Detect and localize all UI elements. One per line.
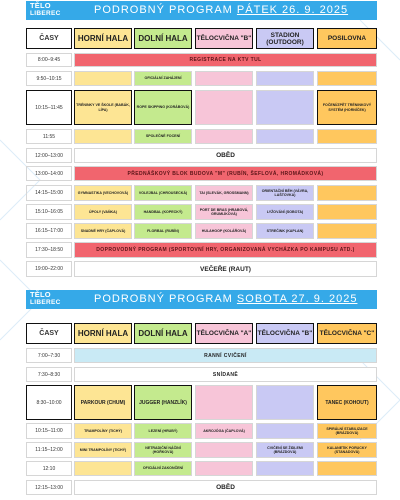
empty-cell <box>256 90 314 125</box>
header-c3: TĚLOCVIČNA "B" <box>195 28 253 49</box>
event-upoly: ÚPOLY (VAŇKA) <box>74 204 132 220</box>
empty-cell <box>256 423 314 439</box>
time-cell: 11:55 <box>26 129 72 144</box>
brand-logo <box>30 291 62 307</box>
empty-cell <box>256 385 314 420</box>
event-lyzovani: LYŽOVÁNÍ (SOBOTA) <box>256 204 314 220</box>
saturday-header-row <box>26 323 377 344</box>
empty-cell <box>317 461 377 476</box>
friday-row-1415 <box>26 185 377 201</box>
event-orientacni-beh: ORIENTAČNÍ BĚH (VÁVRA, LAŠTOVKA) <box>256 185 314 201</box>
time-cell: 13:00–14:00 <box>26 166 72 181</box>
header-c4: STADION (OUTDOOR) <box>256 28 314 49</box>
event-netradicni-nacini: NETRADIČNÍ NÁČINÍ (HOŘKOVÁ) <box>134 442 192 458</box>
event-mini-trampoliny: MINI TRAMPOLÍNY (TICHÝ) <box>74 442 132 458</box>
empty-cell <box>317 185 377 201</box>
empty-cell <box>74 461 132 476</box>
header-c5: POSILOVNA <box>317 28 377 49</box>
saturday-banner <box>26 290 377 309</box>
header-c5: TĚLOCVIČNA "C" <box>317 323 377 344</box>
friday-row-1615 <box>26 223 377 239</box>
empty-cell <box>256 461 314 476</box>
empty-cell <box>317 129 377 144</box>
empty-cell <box>195 461 253 476</box>
saturday-row-1015 <box>26 423 377 439</box>
empty-cell <box>195 385 253 420</box>
empty-cell <box>195 442 253 458</box>
friday-row-registrace <box>26 53 377 67</box>
brand-line2: LIBEREC <box>30 299 61 306</box>
time-cell: 19:00–22:00 <box>26 261 72 277</box>
event-rope-skipping: ROPE SKIPPING (KORÁBOVÁ) <box>134 90 192 125</box>
ranni-cviceni-event: RANNÍ CVIČENÍ <box>74 348 377 363</box>
obed-event: OBĚD <box>74 480 377 495</box>
saturday-row-ranni <box>26 348 377 363</box>
event-parkour: PARKOUR (CHUM) <box>74 385 132 420</box>
event-volejbal: VOLEJBAL (CHROUSECKÁ) <box>134 185 192 201</box>
time-cell: 7:30–8:30 <box>26 367 72 382</box>
saturday-row-1115 <box>26 442 377 458</box>
event-gymnastika: GYMNASTIKA (VECHOVOVÁ) <box>74 185 132 201</box>
empty-cell <box>256 71 314 86</box>
event-florbal: FLORBAL (RUBÍN) <box>134 223 192 239</box>
time-cell: 8:30–10:00 <box>26 385 72 420</box>
saturday-row-zakonceni <box>26 461 377 476</box>
header-c2: DOLNÍ HALA <box>134 28 192 49</box>
saturday-title <box>94 290 373 309</box>
doprovodny-program-event: DOPROVODNÝ PROGRAM (SPORTOVNÍ HRY, ORGANIZOVANÁ VYCHÁZKA PO KAMPUSU ATD.) <box>74 242 377 258</box>
time-cell: 10:15–11:00 <box>26 423 72 439</box>
event-kalanetik: KALANETIK PORUCKY (STANADOVÁ) <box>317 442 377 458</box>
brand-logo <box>30 2 62 18</box>
friday-title-prefix: PODROBNÝ PROGRAM <box>94 4 233 16</box>
zahajeni-event: OFICIÁLNÍ ZAHÁJENÍ <box>134 71 192 86</box>
saturday-title-prefix: PODROBNÝ PROGRAM <box>94 293 233 305</box>
header-c1: HORNÍ HALA <box>74 323 132 344</box>
friday-banner <box>26 1 377 20</box>
event-akrojoga: AKROJÓGA (ČAPLOVÁ) <box>195 423 253 439</box>
time-cell: 8:00–9:45 <box>26 53 72 67</box>
event-jugger: JUGGER (HANZLÍK) <box>134 385 192 420</box>
empty-cell <box>256 129 314 144</box>
saturday-row-snidane <box>26 367 377 382</box>
header-c1: HORNÍ HALA <box>74 28 132 49</box>
empty-cell <box>195 71 253 86</box>
header-times: ČASY <box>26 323 72 344</box>
time-cell: 10:15–11:45 <box>26 90 72 125</box>
brand-line1: TĚLO <box>30 1 51 10</box>
vecere-event: VEČEŘE (RAUT) <box>74 261 377 277</box>
registrace-event: REGISTRACE NA KTV TUL <box>74 53 377 67</box>
header-times: ČASY <box>26 28 72 49</box>
friday-row-foceni <box>26 129 377 144</box>
event-strecink: STREČINK (KAPLAN) <box>256 223 314 239</box>
snidane-event: SNÍDANĚ <box>74 367 377 382</box>
empty-cell <box>74 129 132 144</box>
time-cell: 9:50–10:15 <box>26 71 72 86</box>
event-tanec: TANEC (KOHOUT) <box>317 385 377 420</box>
obed-event: OBĚD <box>74 148 377 163</box>
time-cell: 11:15–12:00 <box>26 442 72 458</box>
friday-row-prednasky <box>26 166 377 181</box>
event-handbal: HANDBAL (KOPECKÝ) <box>134 204 192 220</box>
empty-cell <box>195 129 253 144</box>
friday-title <box>94 1 373 20</box>
event-tai: TAI (SLEVÁK, GROSSMANN) <box>195 185 253 201</box>
event-hulahoop: HULAHOOP (KOLÁŘOVÁ) <box>195 223 253 239</box>
saturday-title-date: SOBOTA 27. 9. 2025 <box>236 293 358 305</box>
friday-title-date: PÁTEK 26. 9. 2025 <box>236 4 349 16</box>
time-cell: 12:10 <box>26 461 72 476</box>
brand-line2: LIBEREC <box>30 10 61 17</box>
friday-row-vecere <box>26 261 377 277</box>
time-cell: 14:15–15:00 <box>26 185 72 201</box>
friday-row-1510 <box>26 204 377 220</box>
time-cell: 17:30–18:50 <box>26 242 72 258</box>
event-lezeni: LEZENÍ (HRUBÝ) <box>134 423 192 439</box>
brand-line1: TĚLO <box>30 290 51 299</box>
saturday-row-0830 <box>26 385 377 420</box>
event-trampoliny: TRAMPOLÍNY (TICHÝ) <box>74 423 132 439</box>
empty-cell <box>195 90 253 125</box>
header-c2: DOLNÍ HALA <box>134 323 192 344</box>
time-cell: 15:10–16:05 <box>26 204 72 220</box>
time-cell: 12:15–13:00 <box>26 480 72 495</box>
friday-row-doprovodny <box>26 242 377 258</box>
header-c3: TĚLOCVIČNA "A" <box>195 323 253 344</box>
event-spiralni-stabilizace: SPIRÁLNÍ STABILIZACE (BRÁZDOVÁ) <box>317 423 377 439</box>
friday-row-zahajeni <box>26 71 377 86</box>
empty-cell <box>317 71 377 86</box>
header-c4: TĚLOCVIČNA "B" <box>256 323 314 344</box>
event-treninkovy-system: FOČENÍ/ZPĚT TRÉNINKOVÝ SYSTÉM (HORNÍČEK) <box>317 90 377 125</box>
empty-cell <box>317 223 377 239</box>
event-trenink-ve-skole: TRÉNINKY VE ŠKOLE (BABÁK, LÍPA) <box>74 90 132 125</box>
empty-cell <box>317 204 377 220</box>
event-snadne-hry: SNADNÉ HRY (ČAPLOVÁ) <box>74 223 132 239</box>
prednaskovy-blok-event: PŘEDNÁŠKOVÝ BLOK BUDOVA "M" (RUBÍN, ŠEFLOVÁ, HROMÁDKOVÁ) <box>74 166 377 181</box>
time-cell: 16:15–17:00 <box>26 223 72 239</box>
time-cell: 7:00–7:30 <box>26 348 72 363</box>
friday-row-trainings <box>26 90 377 125</box>
zakonceni-event: OFICIÁLNÍ ZAKONČENÍ <box>134 461 192 476</box>
event-cviceni-se-zidlemi: CVIČENÍ SE ŽIDLEMI (BRÁZDOVÁ) <box>256 442 314 458</box>
friday-header-row <box>26 28 377 49</box>
foceni-event: SPOLEČNÉ FOCENÍ <box>134 129 192 144</box>
event-port-de-bras: PORT DE BRAS (HRABOVÁ, GRUMLÍKOVÁ) <box>195 204 253 220</box>
friday-row-obed <box>26 148 377 163</box>
empty-cell <box>74 71 132 86</box>
time-cell: 12:00–13:00 <box>26 148 72 163</box>
saturday-row-obed <box>26 480 377 495</box>
